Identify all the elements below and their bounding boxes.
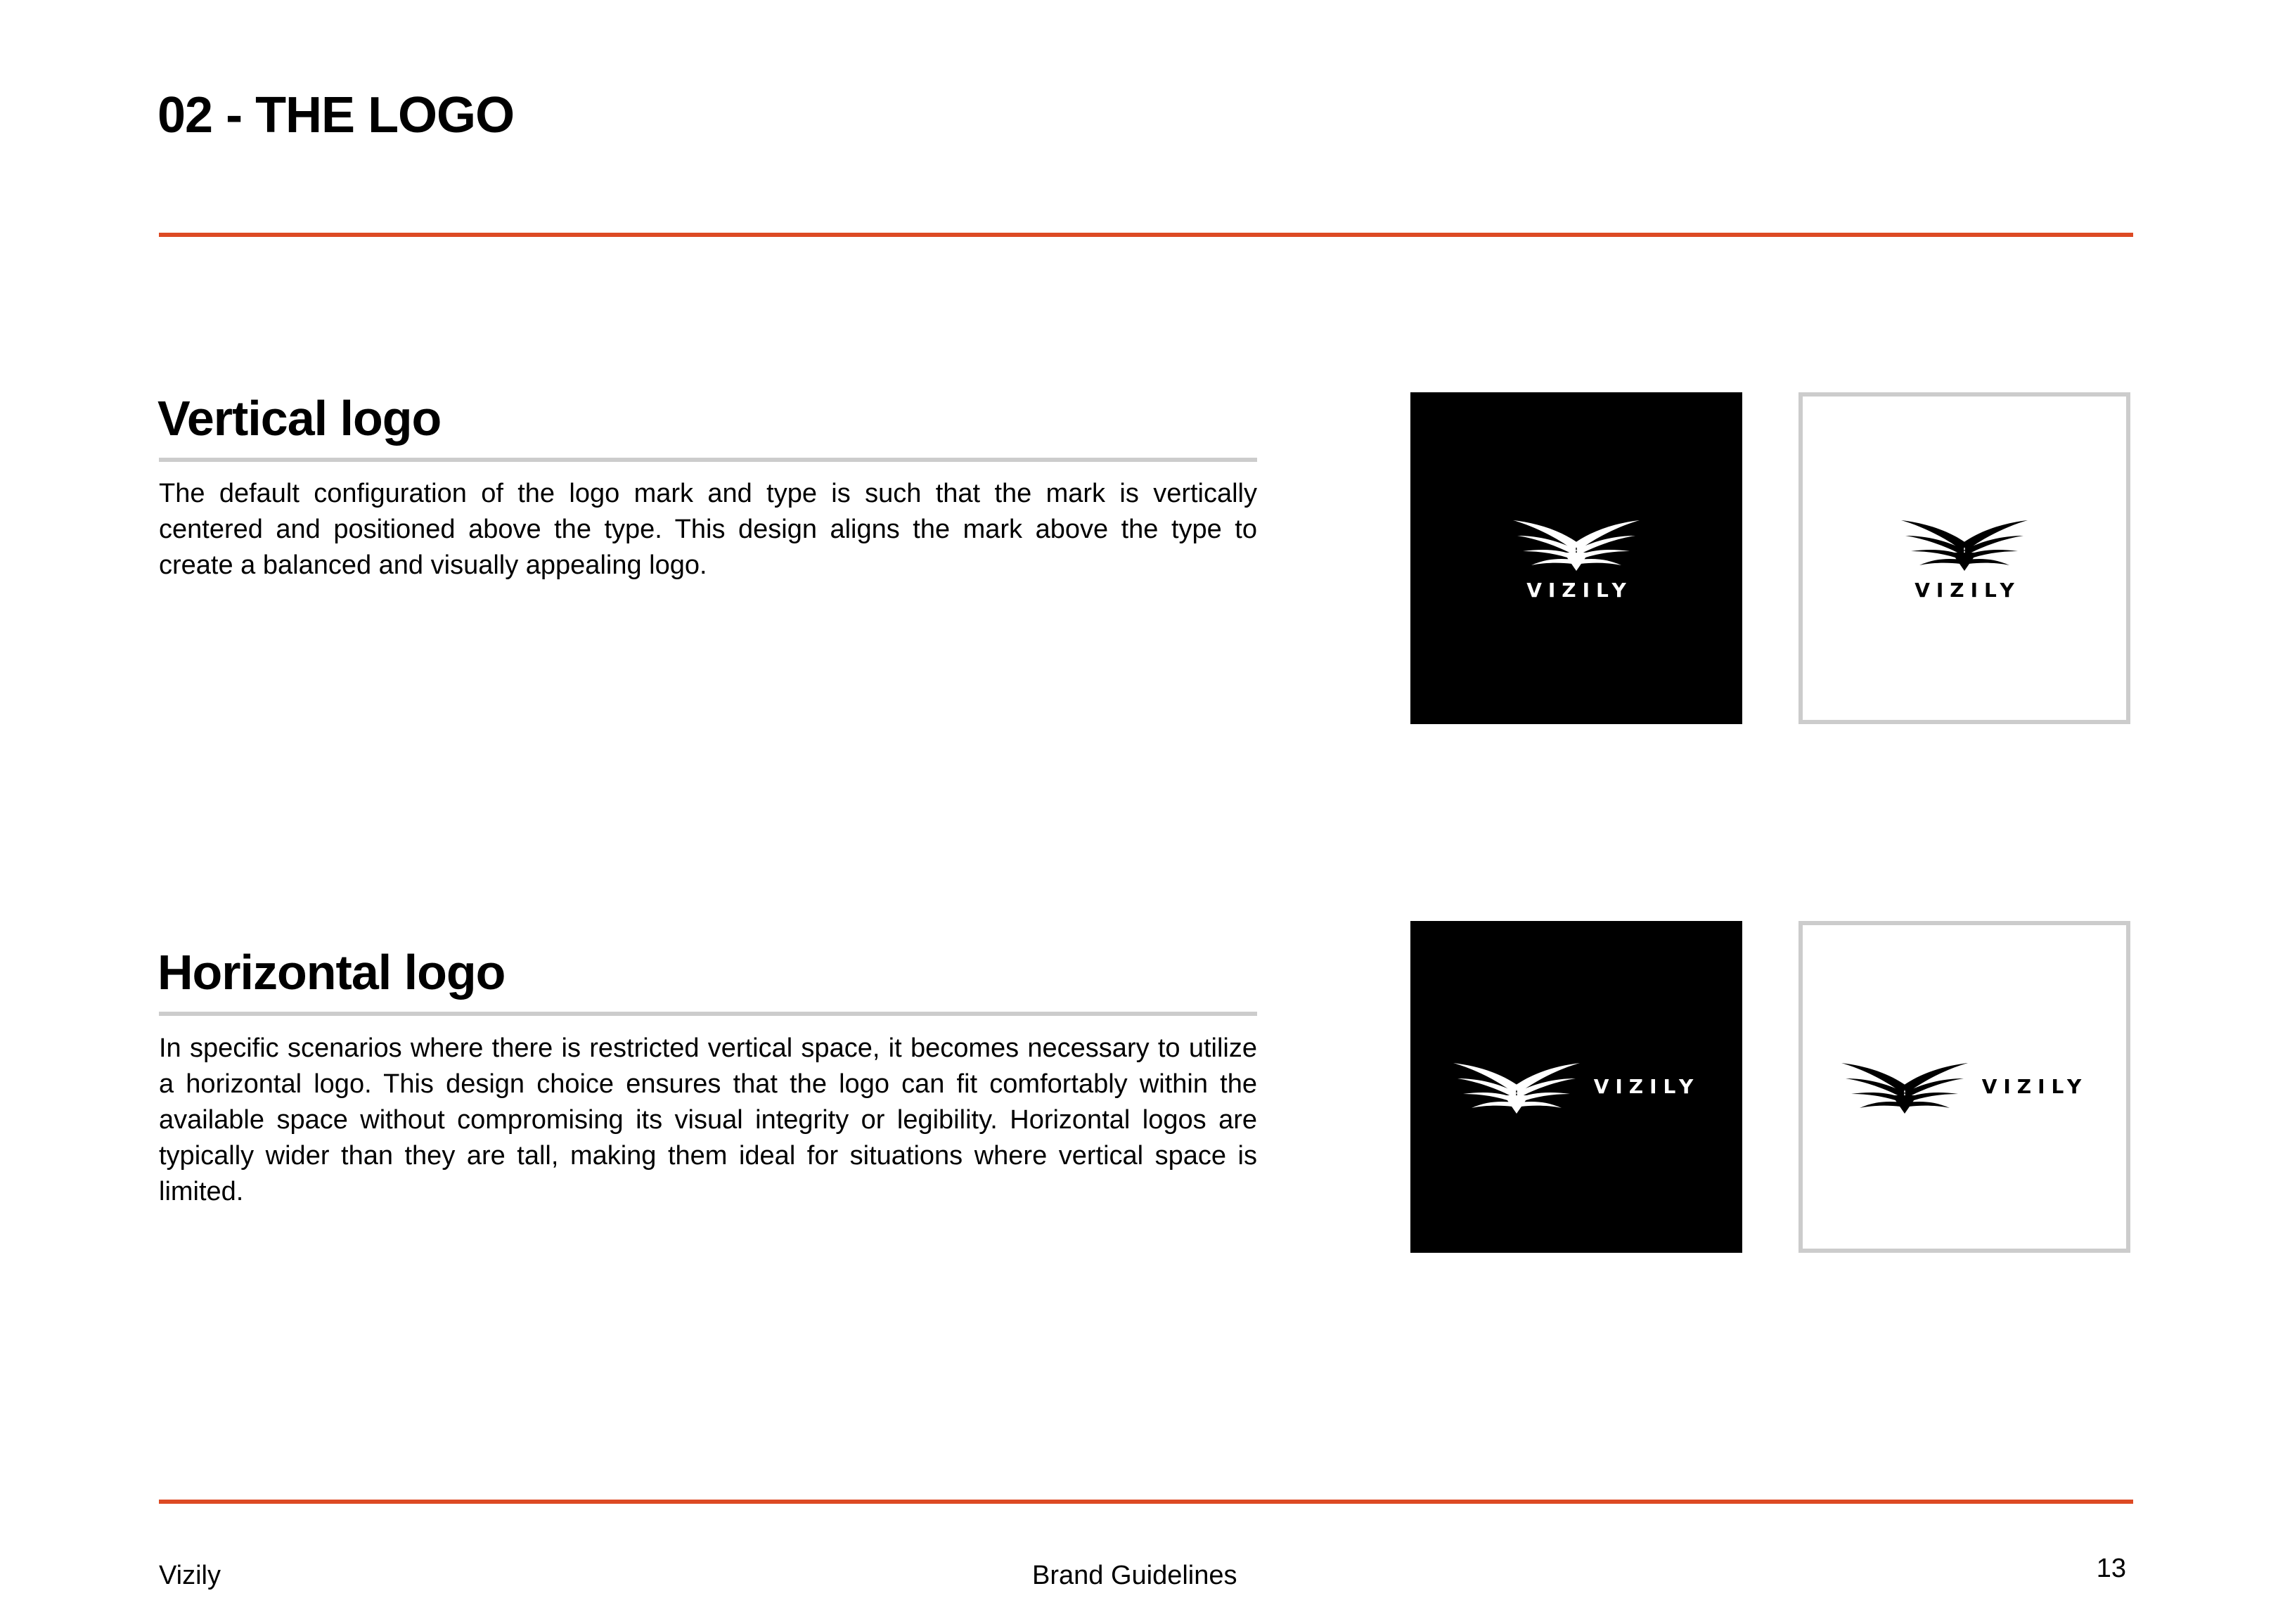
logo-wordmark: VIZILY xyxy=(1526,579,1633,602)
logo-wordmark: VIZILY xyxy=(1915,579,2021,602)
horizontal-logo-lockup xyxy=(1803,925,2126,1249)
horizontal-logo-heading: Horizontal logo xyxy=(157,945,506,1000)
wings-logo-icon xyxy=(1453,1059,1580,1115)
vertical-logo-lockup xyxy=(1410,392,1742,724)
page-number: 13 xyxy=(2096,1554,2126,1583)
wings-logo-icon xyxy=(1901,516,2028,572)
vertical-logo-dark-tile xyxy=(1410,392,1742,724)
wings-logo-icon xyxy=(1513,516,1640,572)
footer-divider xyxy=(159,1500,2133,1504)
horizontal-logo-dark-tile xyxy=(1410,921,1742,1253)
vertical-logo-light-tile xyxy=(1798,392,2130,724)
wings-logo-icon xyxy=(1841,1059,1968,1115)
horizontal-logo-description: In specific scenarios where there is restricted vertical space, it becomes necessary to utilize a horizontal logo. This design choice ensures that the logo can fit comfortably within the available space without compromising its visual integrity or legibility. Horizontal logos are typically wider than they are tall, making them ideal for situations where vertical space is limited. xyxy=(159,1033,1257,1206)
horizontal-logo-light-tile xyxy=(1798,921,2130,1253)
horizontal-logo-lockup xyxy=(1410,921,1742,1253)
page-title: 02 - THE LOGO xyxy=(157,87,515,143)
logo-wordmark: VIZILY xyxy=(1981,1075,2088,1098)
vertical-logo-divider xyxy=(159,458,1257,462)
footer-document-title: Brand Guidelines xyxy=(1032,1561,1237,1590)
footer-brand: Vizily xyxy=(159,1561,221,1590)
header-divider xyxy=(159,233,2133,237)
vertical-logo-description: The default configuration of the logo mark and type is such that the mark is vertically centered and positioned above the type. This design aligns the mark above the type to create a balanced and visually appealing logo. xyxy=(159,479,1257,580)
horizontal-logo-divider xyxy=(159,1012,1257,1016)
logo-wordmark: VIZILY xyxy=(1593,1075,1700,1098)
vertical-logo-lockup xyxy=(1803,397,2126,720)
vertical-logo-heading: Vertical logo xyxy=(157,391,442,446)
